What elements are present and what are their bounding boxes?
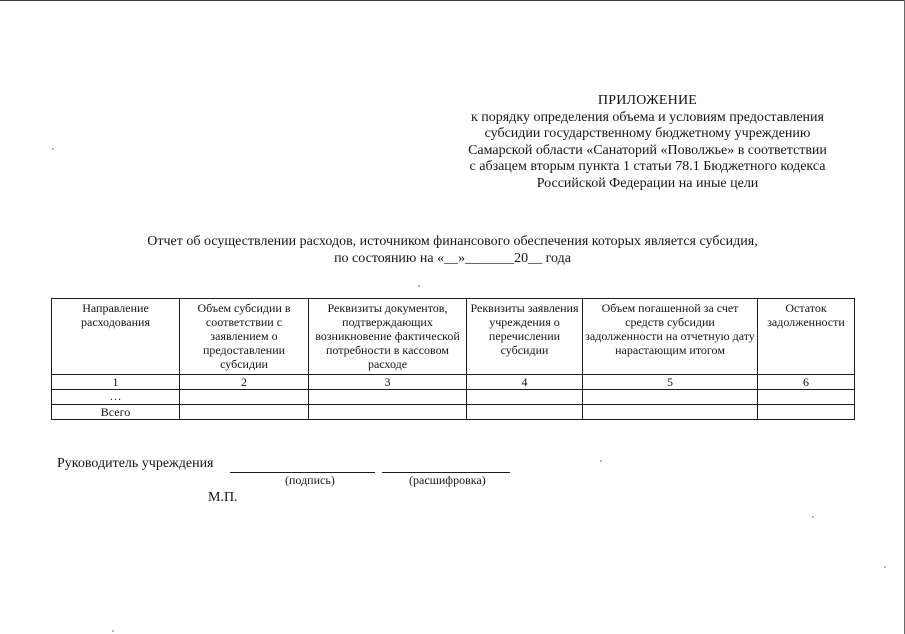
column-header-subsidy-volume: Объем субсидии в соответствии с заявлением о предоставлении субсидии — [180, 299, 309, 375]
column-number: 3 — [309, 375, 467, 390]
table-cell — [309, 405, 467, 420]
column-number: 4 — [467, 375, 583, 390]
column-number: 1 — [52, 375, 180, 390]
stamp-place-label: М.П. — [208, 490, 238, 505]
total-label: Всего — [52, 405, 180, 420]
table-header-row — [52, 299, 855, 375]
signature-label: Руководитель учреждения — [57, 456, 214, 471]
appendix-line: с абзацем вторым пункта 1 статьи 78.1 Бюджетного кодекса — [469, 159, 826, 174]
report-title — [40, 233, 865, 267]
scan-edge-top — [0, 0, 905, 1]
table-cell: … — [52, 390, 180, 405]
appendix-line: Самарской области «Санаторий «Поволжье» в соответствии — [468, 142, 827, 158]
scan-speck — [52, 148, 54, 150]
table-row — [52, 390, 855, 405]
table-total-row — [52, 405, 855, 420]
table-cell — [758, 390, 855, 405]
table-cell — [180, 405, 309, 420]
scan-speck — [418, 285, 420, 287]
table-cell — [583, 405, 758, 420]
appendix-line: к порядку определения объема и условиям предоставления — [470, 109, 824, 125]
column-number: 5 — [583, 375, 758, 390]
table-cell — [467, 390, 583, 405]
report-title-line-1: Отчет об осуществлении расходов, источником финансового обеспечения которых является субсидия, — [147, 234, 758, 249]
scan-speck — [884, 566, 886, 568]
scan-speck — [112, 630, 114, 632]
appendix-line: субсидии государственному бюджетному учреждению — [484, 126, 811, 141]
column-header-repaid-debt: Объем погашенной за счет средств субсидии задолженности на отчетную дату нарастающим итогом — [583, 299, 758, 375]
signature-caption: (подпись) — [285, 473, 335, 487]
table-cell — [583, 390, 758, 405]
column-number-row — [52, 375, 855, 390]
scan-speck — [812, 516, 814, 518]
column-number: 2 — [180, 375, 309, 390]
appendix-line: Российской Федерации на иные цели — [536, 175, 759, 191]
report-table — [51, 298, 855, 420]
appendix-block — [420, 93, 875, 192]
table-cell — [758, 405, 855, 420]
scan-speck — [600, 460, 602, 462]
report-title-line-2: по состоянию на «__»_______20__ года — [334, 251, 571, 266]
table-cell — [467, 405, 583, 420]
column-header-document-details: Реквизиты документов, подтверждающих возникновение фактической потребности в кассовом расходе — [309, 299, 467, 375]
column-header-direction: Направление расходования — [52, 299, 180, 375]
signature-decode-caption: (расшифровка) — [409, 473, 486, 487]
table-cell — [180, 390, 309, 405]
column-header-debt-balance: Остаток задолженности — [758, 299, 855, 375]
column-header-application-details: Реквизиты заявления учреждения о перечислении субсидии — [467, 299, 583, 375]
appendix-heading: ПРИЛОЖЕНИЕ — [597, 93, 698, 108]
column-number: 6 — [758, 375, 855, 390]
table-cell — [309, 390, 467, 405]
